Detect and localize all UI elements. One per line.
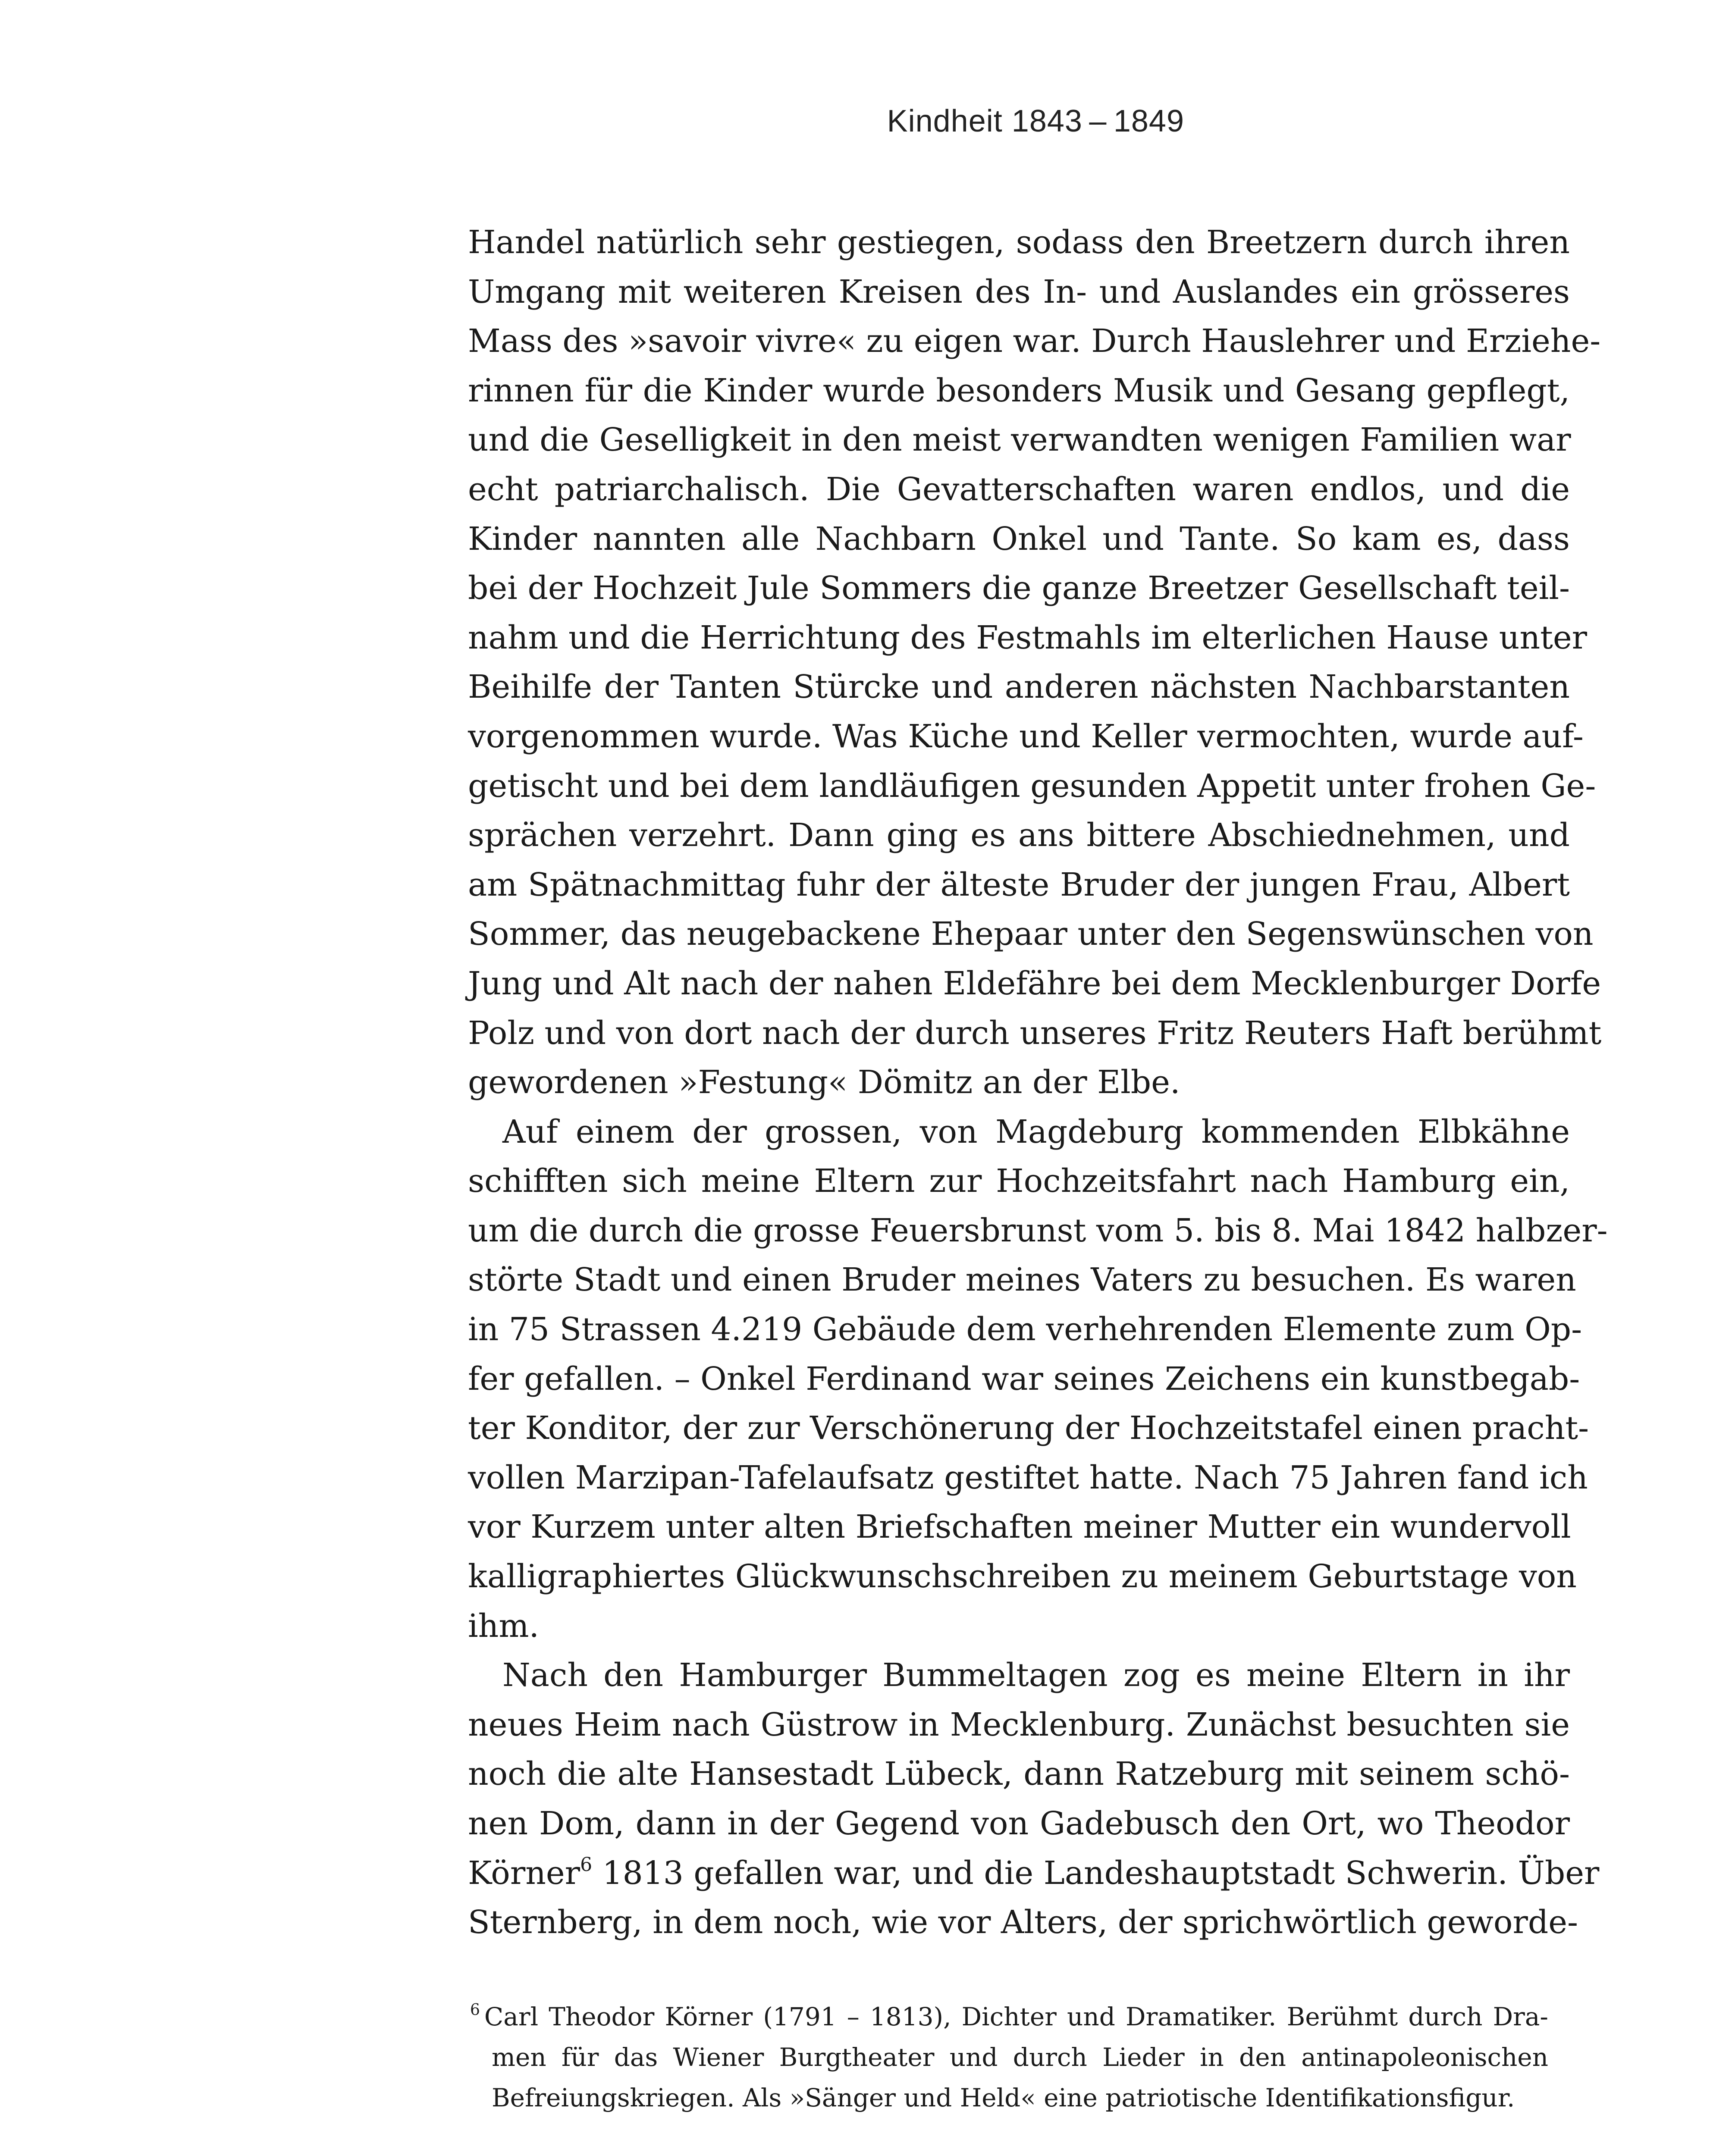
footnote (470, 1996, 1548, 2118)
text-line: bei der Hochzeit Jule Sommers die ganze Breetzer Gesellschaft teil- (468, 570, 1570, 607)
footnote-text: Carl Theodor Körner (1791 – 1813), Dichter und Dramatiker. Berühmt durch Dra- (484, 2002, 1548, 2031)
body-text (468, 218, 1608, 1947)
text-line: gewordenen »Festung« Dömitz an der Elbe. (468, 1064, 1180, 1101)
text-line: nen Dom, dann in der Gegend von Gadebusch den Ort, wo Theodor (468, 1805, 1570, 1842)
text-line: Jung und Alt nach der nahen Eldefähre bei dem Mecklenburger Dorfe (468, 965, 1601, 1002)
footnote-reference[interactable]: 6 (580, 1853, 593, 1876)
text-line: Handel natürlich sehr gestiegen, sodass den Breetzern durch ihren (468, 224, 1570, 261)
text-line: Beihilfe der Tanten Stürcke und anderen nächsten Nachbarstanten (468, 668, 1570, 706)
text-line: ter Konditor, der zur Verschönerung der Hochzeitstafel einen pracht- (468, 1410, 1589, 1447)
footnote-line: men für das Wiener Burgtheater und durch Lieder in den antinapoleonischen (492, 2043, 1548, 2072)
footnote-mark: 6 (470, 2001, 480, 2019)
text-line: Umgang mit weiteren Kreisen des In- und Auslandes ein grösseres (468, 273, 1570, 310)
text-line: um die durch die grosse Feuersbrunst vom 5. bis 8. Mai 1842 halbzer- (468, 1212, 1608, 1249)
text-line: noch die alte Hansestadt Lübeck, dann Ratzeburg mit seinem schö- (468, 1755, 1570, 1793)
text-line: vorgenommen wurde. Was Küche und Keller vermochten, wurde auf- (468, 718, 1584, 755)
text-line-with-footnote-ref (468, 1849, 1600, 1898)
text-line: echt patriarchalisch. Die Gevatterschaften waren endlos, und die (468, 470, 1570, 508)
text-line: am Spätnachmittag fuhr der älteste Bruder der jungen Frau, Albert (468, 866, 1570, 903)
footnote-line: Befreiungskriegen. Als »Sänger und Held« eine patriotische Identifikationsfigur. (492, 2083, 1515, 2112)
footnote-line (470, 1996, 1548, 2037)
text-line: sprächen verzehrt. Dann ging es ans bittere Abschiednehmen, und (468, 817, 1570, 854)
text-line: Auf einem der grossen, von Magdeburg kommenden Elbkähne (502, 1113, 1570, 1150)
text-line: Sommer, das neugebackene Ehepaar unter den Segenswünschen von (468, 915, 1594, 953)
text-line: Kinder nannten alle Nachbarn Onkel und Tante. So kam es, dass (468, 520, 1570, 558)
text-fragment: 1813 gefallen war, und die Landeshauptstadt Schwerin. Über (592, 1854, 1600, 1892)
text-line: in 75 Strassen 4.219 Gebäude dem verhehrenden Elemente zum Op- (468, 1311, 1582, 1348)
text-line: ihm. (468, 1607, 540, 1645)
text-line: nahm und die Herrichtung des Festmahls im elterlichen Hause unter (468, 619, 1588, 656)
text-line: getischt und bei dem landläufigen gesunden Appetit unter frohen Ge- (468, 767, 1596, 805)
text-line: Polz und von dort nach der durch unseres Fritz Reuters Haft berühmt (468, 1014, 1602, 1052)
text-line: und die Geselligkeit in den meist verwandten wenigen Familien war (468, 421, 1571, 459)
text-line: fer gefallen. – Onkel Ferdinand war seines Zeichens ein kunstbegab- (468, 1360, 1580, 1398)
text-fragment: Körner (468, 1854, 580, 1892)
text-line: vollen Marzipan-Tafelaufsatz gestiftet hatte. Nach 75 Jahren fand ich (468, 1459, 1588, 1496)
text-line: Sternberg, in dem noch, wie vor Alters, der sprichwörtlich geworde- (468, 1904, 1578, 1941)
text-line: kalligraphiertes Glückwunschschreiben zu meinem Geburtstage von (468, 1558, 1577, 1595)
text-line: neues Heim nach Güstrow in Mecklenburg. Zunächst besuchten sie (468, 1706, 1570, 1743)
running-head: Kindheit 1843 – 1849 (887, 104, 1184, 138)
text-line: schifften sich meine Eltern zur Hochzeitsfahrt nach Hamburg ein, (468, 1163, 1570, 1200)
text-line: störte Stadt und einen Bruder meines Vaters zu besuchen. Es waren (468, 1261, 1576, 1299)
text-line: Mass des »savoir vivre« zu eigen war. Durch Hauslehrer und Erziehe- (468, 323, 1601, 360)
text-line: vor Kurzem unter alten Briefschaften meiner Mutter ein wundervoll (468, 1508, 1571, 1546)
text-line: Nach den Hamburger Bummeltagen zog es meine Eltern in ihr (502, 1657, 1570, 1694)
text-line: rinnen für die Kinder wurde besonders Musik und Gesang gepflegt, (468, 372, 1570, 409)
